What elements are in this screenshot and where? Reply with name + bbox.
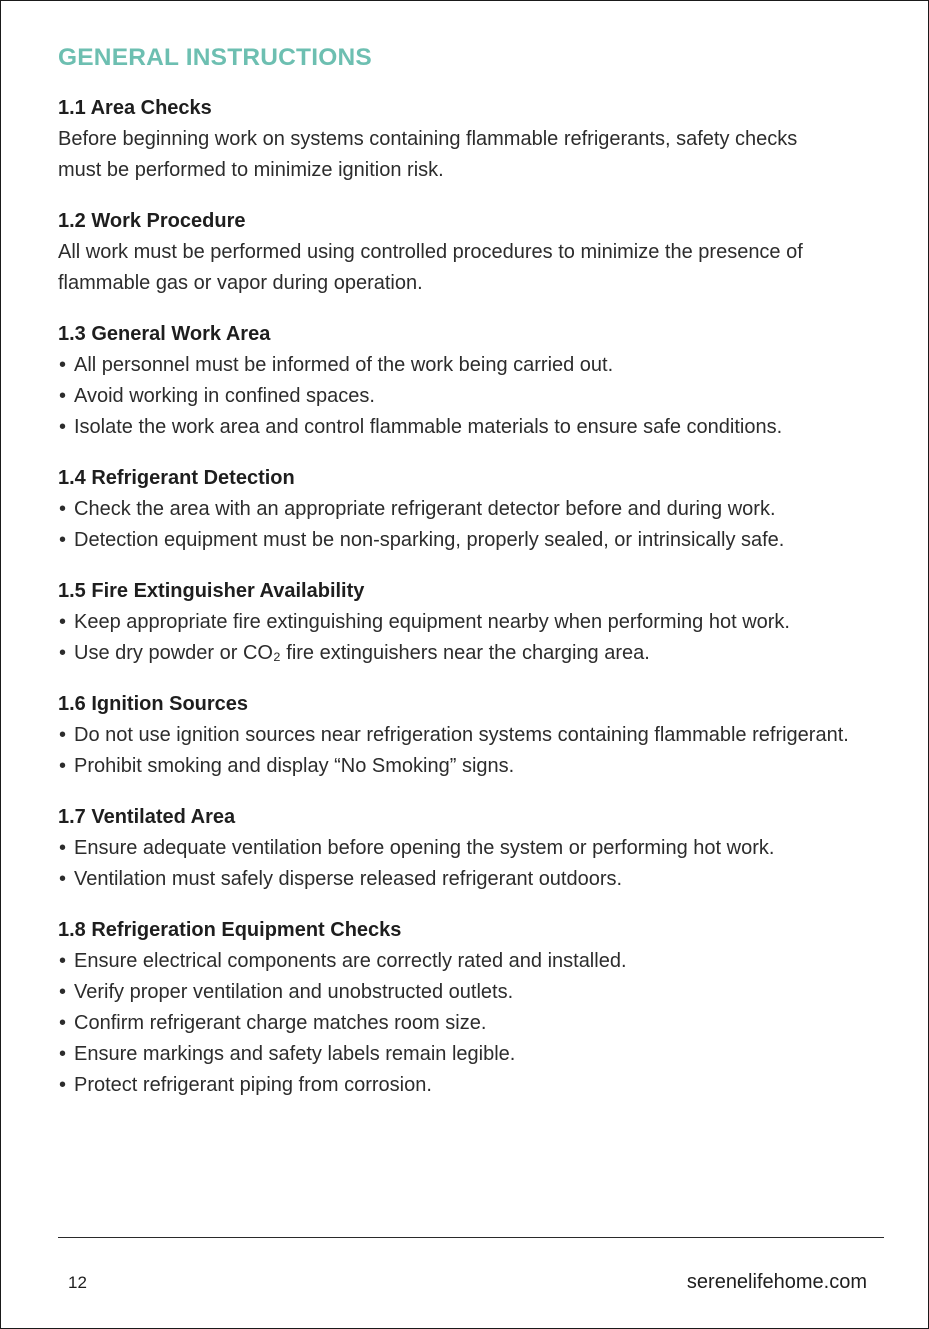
section-body: Before beginning work on systems containing flammable refrigerants, safety checks must be performed to minimize ignition risk.	[58, 128, 798, 181]
section-fire-extinguisher	[58, 576, 888, 669]
section-heading: 1.1 Area Checks	[58, 97, 212, 119]
list-item: • Protect refrigerant piping from corrosion.	[58, 1070, 888, 1101]
list-item: • Ensure adequate ventilation before opening the system or performing hot work.	[58, 833, 888, 864]
section-heading: 1.7 Ventilated Area	[58, 806, 236, 828]
page-content	[58, 41, 888, 1101]
bullet-icon: •	[59, 529, 67, 551]
section-heading: 1.2 Work Procedure	[58, 210, 246, 232]
bullet-icon: •	[59, 498, 67, 520]
bullet-list	[58, 833, 888, 895]
section-heading: 1.5 Fire Extinguisher Availability	[58, 580, 365, 602]
section-ignition-sources	[58, 689, 888, 782]
bullet-icon: •	[59, 642, 67, 664]
section-heading: 1.3 General Work Area	[58, 323, 271, 345]
bullet-list	[58, 720, 888, 782]
bullet-icon: •	[59, 981, 67, 1003]
section-ventilated-area	[58, 802, 888, 895]
bullet-icon: •	[59, 868, 67, 890]
bullet-icon: •	[59, 1074, 67, 1096]
list-item: • Verify proper ventilation and unobstructed outlets.	[58, 977, 888, 1008]
section-heading: 1.6 Ignition Sources	[58, 693, 249, 715]
section-equipment-checks	[58, 915, 888, 1101]
list-item: • Ventilation must safely disperse released refrigerant outdoors.	[58, 864, 888, 895]
list-item: • Avoid working in confined spaces.	[58, 381, 888, 412]
page-number: 12	[68, 1273, 87, 1292]
list-item: • Detection equipment must be non-sparking, properly sealed, or intrinsically safe.	[58, 525, 888, 556]
section-general-work-area	[58, 319, 888, 443]
section-body: All work must be performed using controlled procedures to minimize the presence of flammable gas or vapor during operation.	[58, 241, 803, 294]
list-item: • Confirm refrigerant charge matches room size.	[58, 1008, 888, 1039]
list-item: • Use dry powder or CO₂ fire extinguishers near the charging area.	[58, 638, 888, 669]
bullet-icon: •	[59, 1012, 67, 1034]
bullet-list	[58, 494, 888, 556]
bullet-icon: •	[59, 724, 67, 746]
list-item: • Isolate the work area and control flammable materials to ensure safe conditions.	[58, 412, 888, 443]
bullet-icon: •	[59, 354, 67, 376]
list-item: • Ensure electrical components are correctly rated and installed.	[58, 946, 888, 977]
list-item: • Check the area with an appropriate refrigerant detector before and during work.	[58, 494, 888, 525]
bullet-list	[58, 607, 888, 669]
section-refrigerant-detection	[58, 463, 888, 556]
bullet-icon: •	[59, 755, 67, 777]
page-title: GENERAL INSTRUCTIONS	[58, 44, 372, 71]
section-heading: 1.8 Refrigeration Equipment Checks	[58, 919, 402, 941]
bullet-list	[58, 946, 888, 1101]
website-url: serenelifehome.com	[686, 1271, 867, 1293]
list-item: • All personnel must be informed of the work being carried out.	[58, 350, 888, 381]
bullet-icon: •	[59, 1043, 67, 1065]
list-item: • Prohibit smoking and display “No Smoking” signs.	[58, 751, 888, 782]
list-item: • Do not use ignition sources near refrigeration systems containing flammable refrigerant.	[58, 720, 854, 751]
bullet-icon: •	[59, 950, 67, 972]
bullet-icon: •	[59, 611, 67, 633]
bullet-icon: •	[59, 416, 67, 438]
list-item: • Ensure markings and safety labels remain legible.	[58, 1039, 888, 1070]
list-item: • Keep appropriate fire extinguishing equipment nearby when performing hot work.	[58, 607, 888, 638]
bullet-list	[58, 350, 888, 443]
bullet-icon: •	[59, 837, 67, 859]
footer-divider	[58, 1237, 884, 1238]
bullet-icon: •	[59, 385, 67, 407]
section-work-procedure	[58, 206, 888, 299]
section-area-checks	[58, 93, 888, 186]
section-heading: 1.4 Refrigerant Detection	[58, 467, 295, 489]
